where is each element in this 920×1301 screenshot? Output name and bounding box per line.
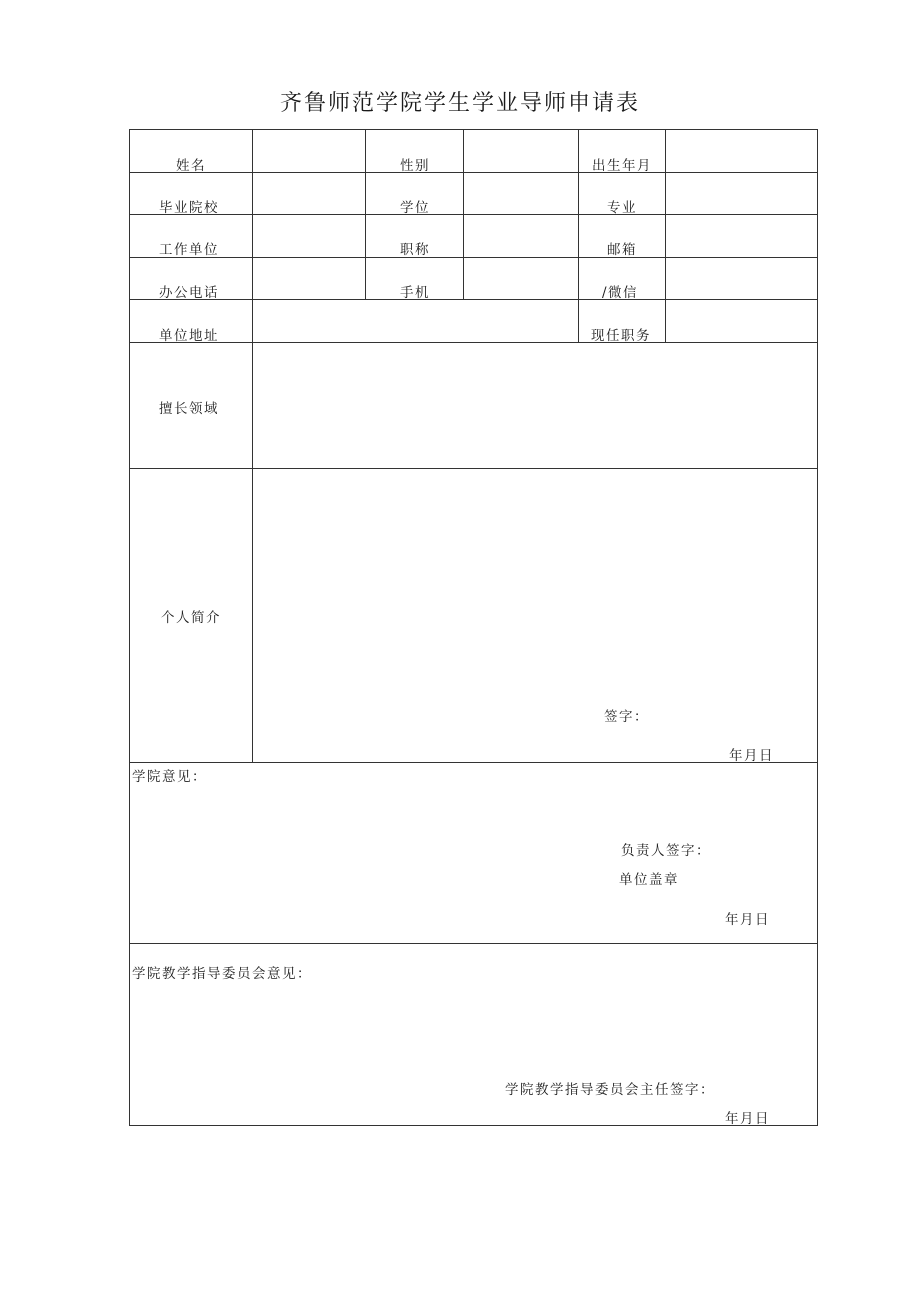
degree-label: 学位 — [400, 200, 430, 216]
responsible-signature-label: 负责人签字： — [621, 843, 711, 859]
table-line — [129, 129, 130, 1126]
current-position-label: 现任职务 — [591, 328, 651, 344]
wechat-label: /微信 — [602, 285, 639, 301]
committee-director-signature-label: 学院教学指导委员会主任签字： — [505, 1082, 715, 1098]
table-line — [129, 299, 818, 300]
gender-label: 性别 — [400, 158, 430, 174]
table-line — [665, 129, 666, 343]
address-label: 单位地址 — [159, 328, 219, 344]
graduate-school-label: 毕业院校 — [159, 200, 219, 216]
committee-opinion-date-label: 年月日 — [725, 1111, 770, 1127]
name-label: 姓名 — [176, 158, 206, 174]
unit-seal-label: 单位盖章 — [619, 872, 679, 888]
table-line — [817, 129, 818, 1126]
major-label: 专业 — [607, 200, 637, 216]
table-line — [129, 129, 818, 130]
table-line — [463, 129, 464, 300]
email-label: 邮箱 — [607, 242, 637, 258]
table-line — [129, 172, 818, 173]
table-line — [129, 762, 818, 763]
college-opinion-label: 学院意见： — [132, 769, 207, 785]
profile-label: 个人简介 — [161, 610, 221, 626]
table-line — [129, 943, 818, 944]
table-line — [129, 342, 818, 343]
office-phone-label: 办公电话 — [159, 285, 219, 301]
professional-title-label: 职称 — [400, 242, 430, 258]
table-line — [129, 214, 818, 215]
employer-label: 工作单位 — [159, 242, 219, 258]
mobile-label: 手机 — [400, 285, 430, 301]
birth-date-label: 出生年月 — [592, 158, 652, 174]
page-title: 齐鲁师范学院学生学业导师申请表 — [279, 91, 640, 116]
table-line — [365, 129, 366, 300]
table-line — [578, 129, 579, 343]
profile-signature-label: 签字： — [604, 709, 649, 725]
committee-opinion-label: 学院教学指导委员会意见： — [132, 966, 312, 982]
expertise-label: 擅长领域 — [159, 401, 219, 417]
table-line — [129, 1125, 818, 1126]
table-line — [252, 129, 253, 763]
table-line — [129, 257, 818, 258]
profile-date-label: 年月日 — [729, 748, 774, 764]
college-opinion-date-label: 年月日 — [725, 912, 770, 928]
table-line — [129, 468, 818, 469]
